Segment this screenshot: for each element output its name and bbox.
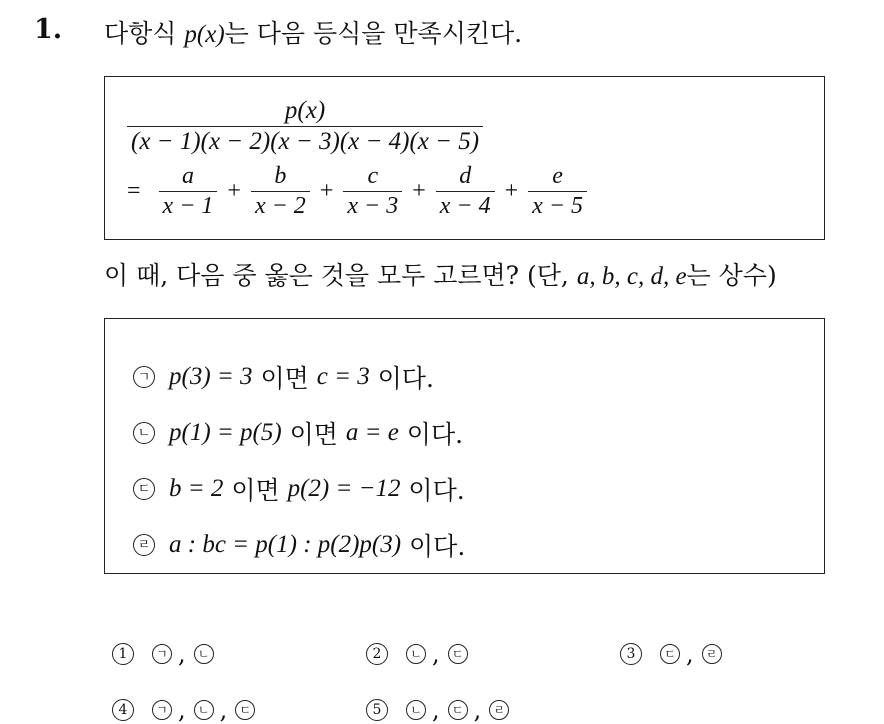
statement-math: p(1) = p(5) (169, 419, 282, 446)
choice-number: 2 (366, 643, 388, 665)
statement-mid: 이면 (223, 476, 288, 505)
term-numerator: e (552, 163, 563, 189)
stem-function: p(x) (184, 21, 225, 48)
lhs-numerator: p(x) (284, 97, 326, 124)
term-denominator: x − 1 (159, 191, 218, 221)
term-numerator: c (367, 163, 379, 189)
statement-end: 이다. (369, 364, 434, 393)
statement-end: 이다. (398, 420, 464, 449)
marker-nieun-icon: ㄴ (406, 644, 426, 664)
statement-math: a = e (345, 419, 399, 446)
choice-number: 4 (112, 699, 134, 721)
statement-item (133, 471, 465, 507)
condition-tail: 는 상수) (686, 261, 777, 290)
lhs-fraction (127, 97, 483, 157)
answer-choice-2[interactable]: 2 ㄴ , ㄷ (366, 640, 468, 668)
statement-end: 이다. (401, 532, 466, 561)
answer-choice-3[interactable]: 3 ㄷ , ㄹ (620, 640, 722, 668)
statement-mid: 이면 (252, 364, 317, 393)
statement-item (133, 359, 434, 395)
term-fraction (343, 163, 402, 220)
marker-nieun-icon: ㄴ (194, 644, 214, 664)
term-denominator: x − 3 (343, 191, 402, 221)
term-denominator: x − 5 (528, 191, 587, 221)
stem-text-after: 는 다음 등식을 만족시킨다. (224, 19, 523, 48)
marker-giyeok-icon: ㄱ (152, 644, 172, 664)
rhs-expression (127, 163, 587, 220)
marker-rieul-icon: ㄹ (489, 700, 509, 720)
plus-sign: + (319, 178, 334, 205)
question-stem (104, 14, 522, 50)
stem-text-before: 다항식 (104, 19, 185, 48)
term-denominator: x − 2 (251, 191, 310, 221)
marker-nieun-icon: ㄴ (194, 700, 214, 720)
choice-number: 3 (620, 643, 642, 665)
statement-end: 이다. (400, 476, 465, 505)
term-numerator: b (274, 163, 287, 189)
marker-rieul-icon: ㄹ (133, 534, 155, 556)
statement-math: p(2) = −12 (287, 475, 401, 502)
answer-choice-4[interactable]: 4 ㄱ , ㄴ , ㄷ (112, 696, 255, 724)
marker-digeut-icon: ㄷ (448, 700, 468, 720)
statements-box (104, 318, 825, 574)
term-fraction (528, 163, 587, 220)
plus-sign: + (412, 178, 426, 205)
condition-vars: a, b, c, d, e (576, 263, 687, 290)
term-fraction (436, 163, 495, 220)
condition-text (104, 256, 777, 292)
equation-box (104, 76, 825, 240)
answer-choice-5[interactable]: 5 ㄴ , ㄷ , ㄹ (366, 696, 509, 724)
statement-item (133, 527, 465, 563)
statement-item (133, 415, 463, 451)
statement-mid: 이면 (281, 420, 346, 449)
marker-digeut-icon: ㄷ (133, 478, 155, 500)
marker-digeut-icon: ㄷ (660, 644, 680, 664)
marker-digeut-icon: ㄷ (448, 644, 468, 664)
plus-sign: + (227, 178, 241, 205)
equals-sign: = (127, 178, 141, 205)
plus-sign: + (504, 178, 519, 205)
choice-number: 1 (112, 643, 134, 665)
statement-math: a : bc = p(1) : p(2)p(3) (169, 531, 402, 558)
marker-nieun-icon: ㄴ (406, 700, 426, 720)
lhs-denominator: (x − 1)(x − 2)(x − 3)(x − 4)(x − 5) (127, 126, 483, 157)
term-fraction (159, 163, 218, 220)
marker-giyeok-icon: ㄱ (152, 700, 172, 720)
term-numerator: a (181, 163, 194, 189)
marker-digeut-icon: ㄷ (235, 700, 255, 720)
question-number: 1. (34, 14, 63, 45)
term-denominator: x − 4 (436, 191, 495, 221)
choice-number: 5 (366, 699, 388, 721)
term-numerator: d (459, 163, 472, 189)
statement-math: b = 2 (169, 475, 224, 502)
marker-rieul-icon: ㄹ (702, 644, 722, 664)
statement-math: c = 3 (316, 363, 370, 390)
answer-choice-1[interactable]: 1 ㄱ , ㄴ (112, 640, 214, 668)
term-fraction (251, 163, 310, 220)
statement-math: p(3) = 3 (169, 363, 253, 390)
marker-nieun-icon: ㄴ (133, 422, 155, 444)
marker-giyeok-icon: ㄱ (133, 366, 155, 388)
condition-lead: 이 때, 다음 중 옳은 것을 모두 고르면? (단, (104, 261, 569, 290)
